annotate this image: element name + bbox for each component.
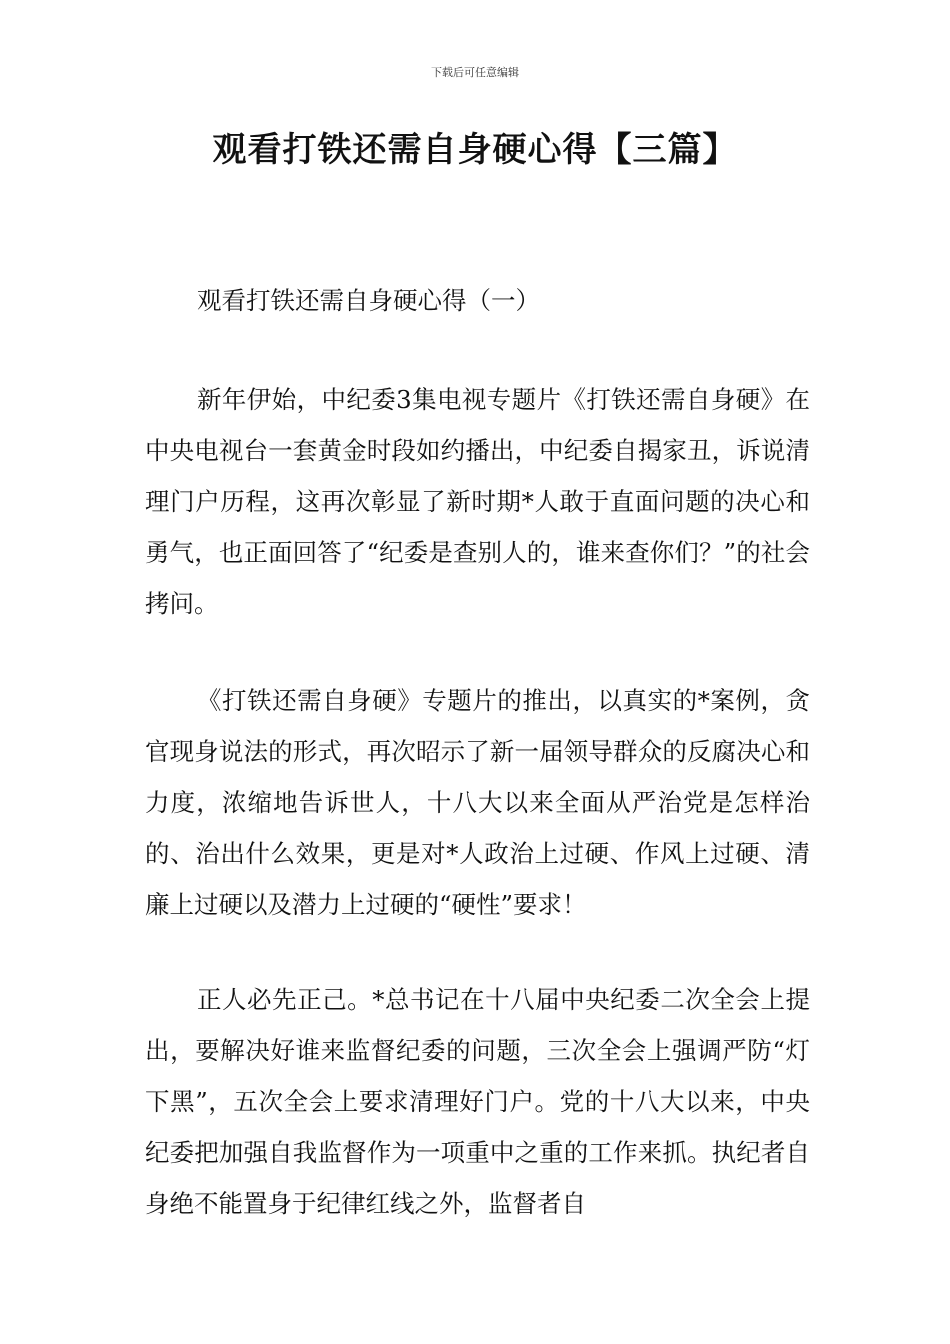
- paragraph-3: 正人必先正己。*总书记在十八届中央纪委二次全会上提出，要解决好谁来监督纪委的问题，三次全会上强调严防“灯下黑”，五次全会上要求清理好门户。党的十八大以来，中央纪委把加强自我监督作为一项重中之重的工作来抓。执纪者自身绝不能置身于纪律红线之外，监督者自: [145, 985, 810, 1218]
- page-header-note: 下载后可任意编辑: [431, 66, 519, 79]
- section-subtitle: 观看打铁还需自身硬心得（一）: [197, 286, 540, 315]
- document-title: 观看打铁还需自身硬心得【三篇】: [212, 130, 738, 170]
- paragraph-1: 新年伊始，中纪委3集电视专题片《打铁还需自身硬》在中央电视台一套黄金时段如约播出，中纪委自揭家丑，诉说清理门户历程，这再次彰显了新时期*人敢于直面问题的决心和勇气，也正面回答了“纪委是查别人的，谁来查你们？”的社会拷问。: [145, 385, 810, 618]
- paragraph-2: 《打铁还需自身硬》专题片的推出，以真实的*案例，贪官现身说法的形式，再次昭示了新一届领导群众的反腐决心和力度，浓缩地告诉世人，十八大以来全面从严治党是怎样治的、治出什么效果，更是对*人政治上过硬、作风上过硬、清廉上过硬以及潜力上过硬的“硬性”要求！: [145, 686, 810, 919]
